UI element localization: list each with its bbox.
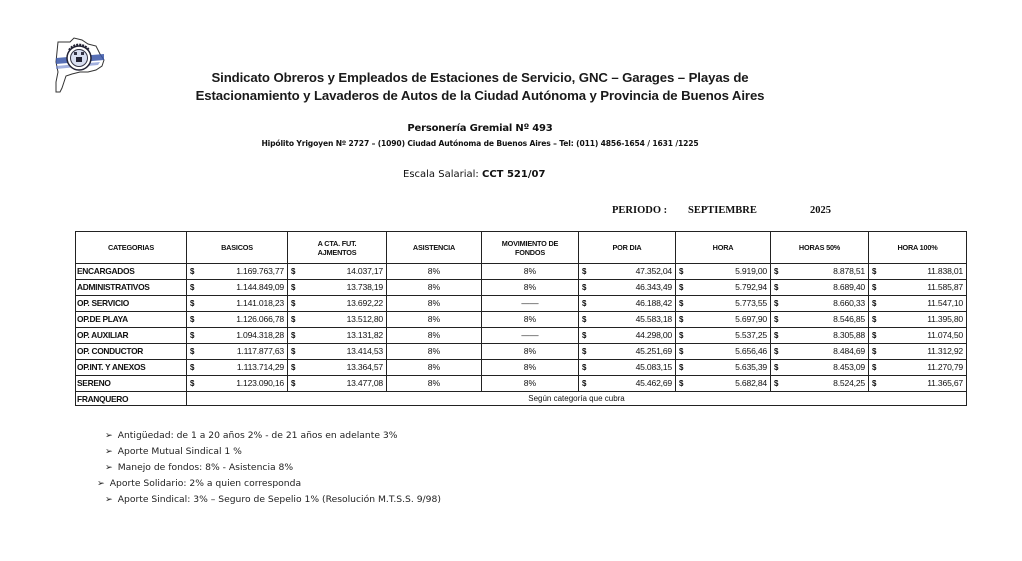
category-cell: ENCARGADOS <box>76 264 187 280</box>
basicos-cell <box>187 312 288 328</box>
movimiento-cell: —— <box>482 296 579 312</box>
currency-symbol: $ <box>291 331 296 340</box>
amount: 1.094.318,28 <box>236 330 284 340</box>
period-month: SEPTIEMBRE <box>688 205 757 216</box>
amount: 8.546,85 <box>833 314 865 324</box>
asistencia-cell: 8% <box>387 376 482 392</box>
asistencia-cell: 8% <box>387 280 482 296</box>
amount: 13.131,82 <box>346 330 383 340</box>
amount: 46.188,42 <box>635 298 672 308</box>
amount: 1.117.877,63 <box>236 346 284 356</box>
currency-symbol: $ <box>774 315 779 324</box>
currency-symbol: $ <box>679 347 684 356</box>
basicos-cell <box>187 280 288 296</box>
horas-50-cell <box>771 280 869 296</box>
currency-symbol: $ <box>679 331 684 340</box>
por-dia-cell <box>579 328 676 344</box>
address-phone: Hipólito Yrigoyen Nº 2727 – (1090) Ciudad Autónoma de Buenos Aires – Tel: (011) 4856-1654 / 1631 /1225 <box>261 139 699 148</box>
amount: 1.113.714,29 <box>236 362 284 372</box>
amount: 8.660,33 <box>833 298 865 308</box>
footnote-text: Manejo de fondos: 8% - Asistencia 8% <box>117 462 294 473</box>
amount: 5.792,94 <box>735 282 767 292</box>
currency-symbol: $ <box>291 267 296 276</box>
arrow-bullet-icon: ➢ <box>105 430 113 441</box>
currency-symbol: $ <box>190 379 195 388</box>
horas-50-cell <box>771 376 869 392</box>
amount: 13.477,08 <box>346 378 383 388</box>
category-cell: OP. CONDUCTOR <box>76 344 187 360</box>
union-logo-icon <box>52 36 106 94</box>
amount: 11.547,10 <box>927 298 963 308</box>
amount: 1.144.849,09 <box>236 282 284 292</box>
currency-symbol: $ <box>291 315 296 324</box>
movimiento-cell: 8% <box>482 264 579 280</box>
amount: 13.738,19 <box>346 282 383 292</box>
category-cell: OP.DE PLAYA <box>76 312 187 328</box>
amount: 47.352,04 <box>635 266 672 276</box>
horas-50-cell <box>771 344 869 360</box>
asistencia-cell: 8% <box>387 296 482 312</box>
amount: 46.343,49 <box>635 282 672 292</box>
amount: 11.838,01 <box>927 266 963 276</box>
amount: 45.583,18 <box>635 314 672 324</box>
currency-symbol: $ <box>291 363 296 372</box>
amount: 8.484,69 <box>833 346 865 356</box>
arrow-bullet-icon: ➢ <box>105 462 113 473</box>
a-cta-cell <box>288 296 387 312</box>
footnote-text: Antigüedad: de 1 a 20 años 2% - de 21 años en adelante 3% <box>117 430 398 441</box>
category-cell: OP. AUXILIAR <box>76 328 187 344</box>
arrow-bullet-icon: ➢ <box>105 494 113 505</box>
currency-symbol: $ <box>872 379 877 388</box>
movimiento-cell: —— <box>482 328 579 344</box>
currency-symbol: $ <box>872 363 877 372</box>
por-dia-cell <box>579 376 676 392</box>
currency-symbol: $ <box>872 347 877 356</box>
franquero-note: Según categoría que cubra <box>187 392 967 406</box>
currency-symbol: $ <box>190 331 195 340</box>
hora-cell <box>676 312 771 328</box>
asistencia-cell: 8% <box>387 344 482 360</box>
asistencia-cell: 8% <box>387 312 482 328</box>
hora-100-cell <box>869 344 967 360</box>
amount: 11.395,80 <box>927 314 963 324</box>
amount: 13.692,22 <box>346 298 383 308</box>
currency-symbol: $ <box>872 299 877 308</box>
personeria-gremial: Personería Gremial Nº 493 <box>407 123 553 134</box>
currency-symbol: $ <box>582 363 587 372</box>
basicos-cell <box>187 344 288 360</box>
hora-cell <box>676 360 771 376</box>
hora-100-cell <box>869 312 967 328</box>
table-row-franquero <box>76 392 967 406</box>
col-header-basicos: BASICOS <box>187 232 288 264</box>
union-title-line-2: Estacionamiento y Lavaderos de Autos de la Ciudad Autónoma y Provincia de Buenos Aires <box>195 88 765 103</box>
amount: 13.512,80 <box>346 314 383 324</box>
currency-symbol: $ <box>679 299 684 308</box>
amount: 13.364,57 <box>346 362 383 372</box>
amount: 11.312,92 <box>927 346 963 356</box>
footnote-item <box>105 446 242 457</box>
hora-100-cell <box>869 280 967 296</box>
movimiento-cell: 8% <box>482 360 579 376</box>
table-row <box>76 376 967 392</box>
table-row <box>76 312 967 328</box>
period-label: PERIODO : <box>612 205 668 216</box>
horas-50-cell <box>771 312 869 328</box>
arrow-bullet-icon: ➢ <box>97 478 105 489</box>
amount: 11.270,79 <box>927 362 963 372</box>
currency-symbol: $ <box>774 331 779 340</box>
horas-50-cell <box>771 360 869 376</box>
amount: 8.453,09 <box>833 362 865 372</box>
currency-symbol: $ <box>190 315 195 324</box>
footnote-text: Aporte Solidario: 2% a quien corresponda <box>109 478 302 489</box>
amount: 5.773,55 <box>735 298 767 308</box>
table-row <box>76 296 967 312</box>
footnote-text: Aporte Sindical: 3% – Seguro de Sepelio 1% (Resolución M.T.S.S. 9/98) <box>117 494 441 505</box>
amount: 44.298,00 <box>635 330 672 340</box>
amount: 5.682,84 <box>735 378 767 388</box>
footnote-item <box>105 462 293 473</box>
por-dia-cell <box>579 296 676 312</box>
footnote-item <box>105 430 398 441</box>
currency-symbol: $ <box>679 363 684 372</box>
union-title-line-1: Sindicato Obreros y Empleados de Estaciones de Servicio, GNC – Garages – Playas de <box>211 70 749 85</box>
hora-cell <box>676 344 771 360</box>
col-header-mov-line2: FONDOS <box>514 247 545 257</box>
currency-symbol: $ <box>582 347 587 356</box>
por-dia-cell <box>579 360 676 376</box>
hora-100-cell <box>869 328 967 344</box>
footnote-text: Aporte Mutual Sindical 1 % <box>117 446 242 457</box>
amount: 45.462,69 <box>635 378 672 388</box>
por-dia-cell <box>579 264 676 280</box>
category-cell: OP.INT. Y ANEXOS <box>76 360 187 376</box>
currency-symbol: $ <box>190 299 195 308</box>
a-cta-cell <box>288 376 387 392</box>
currency-symbol: $ <box>679 315 684 324</box>
footnote-item <box>97 478 301 489</box>
hora-100-cell <box>869 264 967 280</box>
hora-cell <box>676 264 771 280</box>
basicos-cell <box>187 360 288 376</box>
a-cta-cell <box>288 280 387 296</box>
currency-symbol: $ <box>679 379 684 388</box>
amount: 5.656,46 <box>735 346 767 356</box>
basicos-cell <box>187 328 288 344</box>
table-row <box>76 264 967 280</box>
salary-scale-table <box>75 231 967 406</box>
currency-symbol: $ <box>291 347 296 356</box>
asistencia-cell: 8% <box>387 264 482 280</box>
currency-symbol: $ <box>872 331 877 340</box>
currency-symbol: $ <box>291 379 296 388</box>
amount: 14.037,17 <box>346 266 383 276</box>
col-header-categorias: CATEGORIAS <box>76 232 187 264</box>
amount: 5.697,90 <box>735 314 767 324</box>
currency-symbol: $ <box>582 379 587 388</box>
amount: 1.169.763,77 <box>236 266 284 276</box>
basicos-cell <box>187 376 288 392</box>
amount: 45.083,15 <box>635 362 672 372</box>
currency-symbol: $ <box>872 283 877 292</box>
col-header-a-cta-line2: AJMENTOS <box>317 247 357 257</box>
amount: 8.524,25 <box>833 378 865 388</box>
currency-symbol: $ <box>582 283 587 292</box>
asistencia-cell: 8% <box>387 328 482 344</box>
amount: 13.414,53 <box>346 346 383 356</box>
hora-100-cell <box>869 360 967 376</box>
currency-symbol: $ <box>872 315 877 324</box>
amount: 11.074,50 <box>927 330 963 340</box>
amount: 8.305,88 <box>833 330 865 340</box>
col-header-a-cta <box>288 232 387 264</box>
horas-50-cell <box>771 264 869 280</box>
currency-symbol: $ <box>679 267 684 276</box>
currency-symbol: $ <box>774 379 779 388</box>
amount: 11.365,67 <box>927 378 963 388</box>
table-header-row <box>76 232 967 264</box>
currency-symbol: $ <box>872 267 877 276</box>
amount: 5.537,25 <box>735 330 767 340</box>
a-cta-cell <box>288 312 387 328</box>
por-dia-cell <box>579 344 676 360</box>
currency-symbol: $ <box>774 363 779 372</box>
basicos-cell <box>187 296 288 312</box>
hora-cell <box>676 296 771 312</box>
arrow-bullet-icon: ➢ <box>105 446 113 457</box>
currency-symbol: $ <box>774 347 779 356</box>
currency-symbol: $ <box>190 283 195 292</box>
currency-symbol: $ <box>190 363 195 372</box>
hora-100-cell <box>869 296 967 312</box>
por-dia-cell <box>579 312 676 328</box>
hora-cell <box>676 280 771 296</box>
escala-label: Escala Salarial: <box>403 169 479 180</box>
currency-symbol: $ <box>774 299 779 308</box>
movimiento-cell: 8% <box>482 376 579 392</box>
a-cta-cell <box>288 360 387 376</box>
currency-symbol: $ <box>582 331 587 340</box>
category-cell: OP. SERVICIO <box>76 296 187 312</box>
horas-50-cell <box>771 328 869 344</box>
col-header-asistencia: ASISTENCIA <box>387 232 482 264</box>
asistencia-cell: 8% <box>387 360 482 376</box>
amount: 8.689,40 <box>833 282 865 292</box>
currency-symbol: $ <box>291 283 296 292</box>
currency-symbol: $ <box>291 299 296 308</box>
amount: 1.123.090,16 <box>236 378 284 388</box>
movimiento-cell: 8% <box>482 280 579 296</box>
por-dia-cell <box>579 280 676 296</box>
col-header-a-cta-line1: A CTA. FUT. <box>317 238 357 248</box>
amount: 1.141.018,23 <box>236 298 284 308</box>
category-cell: FRANQUERO <box>76 392 187 406</box>
category-cell: SERENO <box>76 376 187 392</box>
table-row <box>76 344 967 360</box>
currency-symbol: $ <box>582 315 587 324</box>
amount: 11.585,87 <box>927 282 963 292</box>
movimiento-cell: 8% <box>482 344 579 360</box>
table-row <box>76 360 967 376</box>
category-cell: ADMINISTRATIVOS <box>76 280 187 296</box>
a-cta-cell <box>288 264 387 280</box>
a-cta-cell <box>288 328 387 344</box>
col-header-mov-line1: MOVIMIENTO DE <box>501 238 559 248</box>
hora-cell <box>676 328 771 344</box>
currency-symbol: $ <box>190 347 195 356</box>
table-row <box>76 280 967 296</box>
a-cta-cell <box>288 344 387 360</box>
col-header-por-dia: POR DIA <box>579 232 676 264</box>
currency-symbol: $ <box>582 267 587 276</box>
salary-scale-label <box>403 169 545 180</box>
hora-100-cell <box>869 376 967 392</box>
footnote-item <box>105 494 441 505</box>
hora-cell <box>676 376 771 392</box>
amount: 8.878,51 <box>833 266 865 276</box>
table-row <box>76 328 967 344</box>
currency-symbol: $ <box>582 299 587 308</box>
amount: 1.126.066,78 <box>236 314 284 324</box>
movimiento-cell: 8% <box>482 312 579 328</box>
amount: 5.919,00 <box>735 266 767 276</box>
amount: 5.635,39 <box>735 362 767 372</box>
col-header-horas-50: HORAS 50% <box>771 232 869 264</box>
basicos-cell <box>187 264 288 280</box>
col-header-hora: HORA <box>676 232 771 264</box>
col-header-hora-100: HORA 100% <box>869 232 967 264</box>
period-year: 2025 <box>810 205 831 216</box>
currency-symbol: $ <box>774 283 779 292</box>
currency-symbol: $ <box>679 283 684 292</box>
col-header-movimiento <box>482 232 579 264</box>
currency-symbol: $ <box>774 267 779 276</box>
horas-50-cell <box>771 296 869 312</box>
escala-value: CCT 521/07 <box>481 169 546 180</box>
currency-symbol: $ <box>190 267 195 276</box>
amount: 45.251,69 <box>635 346 672 356</box>
